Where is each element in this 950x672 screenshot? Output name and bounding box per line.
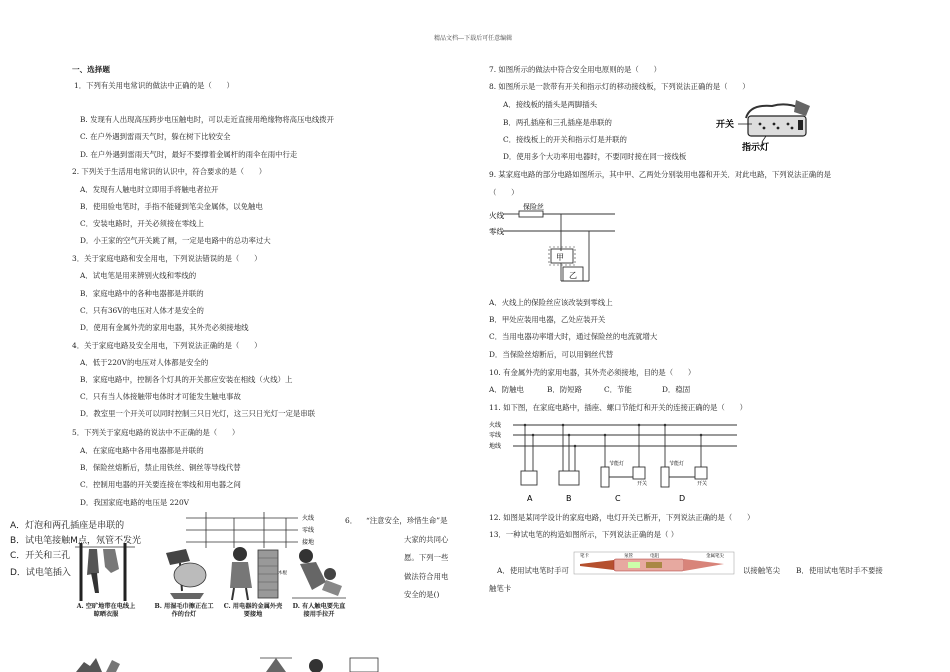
q6-number: 6． — [345, 516, 358, 525]
q10-stem: 10. 有金属外壳的家用电器，其外壳必须接地，目的是（ ） — [489, 368, 696, 377]
q11-fig-switch-c: 开关 — [637, 481, 648, 487]
section-title: 一、选择题 — [72, 65, 110, 74]
q8-option-c: C．接线板上的开关和指示灯是并联的 — [503, 135, 627, 144]
q1-option-d: D. 在户外遇到雷雨天气时，最好不要撑着金属杆的雨伞在雨中行走 — [80, 150, 298, 159]
q6-illustration-b — [156, 545, 214, 600]
q2-stem: 2. 下列关于生活用电常识的认识中，符合要求的是（ ） — [72, 167, 267, 176]
q5-option-c: C．控制用电器的开关要连接在零线和用电器之间 — [80, 480, 241, 489]
q10-option-b: B．防短路 — [547, 385, 582, 394]
q6-line-1: “注意安全，珍惜生命”是 — [366, 516, 448, 525]
q12-stem: 12. 如图是某同学设计的家庭电路，电灯开关已断开，下列说法正确的是（ ） — [489, 513, 755, 522]
overlay-line-d: D．试电笔插入 — [10, 568, 71, 578]
q13-pen-label-neon: 氖管 — [624, 554, 633, 559]
q11-fig-live: 火线 — [489, 422, 502, 429]
q6-wooden-stick-label: 木棍 — [278, 571, 287, 576]
q2-option-d: D．小王家的空气开关跳了闸，一定是电路中的总功率过大 — [80, 236, 271, 245]
q9-fig-yi: 乙 — [569, 271, 577, 280]
q9-fig-fuse: 保险丝 — [523, 203, 544, 211]
q11-fig-lamp-c: 节能灯 — [609, 461, 625, 467]
page-header: 精品文档---下载后可任意编辑 — [434, 35, 513, 42]
q13-pen-label-tip: 金属笔尖 — [706, 554, 724, 559]
q7-stem: 7. 如图所示的做法中符合安全用电原则的是（ ） — [489, 65, 661, 74]
q11-fig-switch-d: 开关 — [697, 481, 708, 487]
q3-option-c: C．只有36V的电压对人体才是安全的 — [80, 306, 204, 315]
q8-option-d: D．使用多个大功率用电器时，不要同时接在同一接线板 — [503, 152, 687, 161]
q6-caption-d: D. 有人触电要先直接用手拉开 — [292, 603, 346, 618]
q8-stem: 8. 如图所示是一款带有开关和指示灯的移动接线板，下列说法正确的是（ ） — [489, 82, 750, 91]
q6-caption-a: A. 空旷地带在电线上晾晒衣服 — [76, 603, 136, 618]
q6-line-3: 愿。下列一些 — [404, 553, 449, 562]
q8-power-strip-figure — [716, 98, 816, 152]
q13-stem: 13．一种试电笔的构造如图所示，下列说法正确的是（ ） — [489, 530, 679, 539]
q13-option-b: B．使用试电笔时手不要接 — [796, 566, 883, 575]
q8-option-a: A．接线板的插头是两脚插头 — [503, 100, 598, 109]
q5-stem: 5．下列关于家庭电路的说法中不正确的是（ ） — [72, 428, 240, 437]
q3-option-a: A．试电笔是用来辨别火线和零线的 — [80, 271, 197, 280]
q6-line-5: 安全的是() — [404, 590, 440, 599]
q3-option-d: D．使用有金属外壳的家用电器，其外壳必须接地线 — [80, 323, 249, 332]
q6-wire-ground: 接地 — [302, 539, 315, 546]
q6-wire-live: 火线 — [302, 515, 315, 522]
q11-fig-neutral: 零线 — [489, 432, 502, 439]
q13-pen-label-clip: 笔卡 — [580, 554, 589, 559]
q9-circuit-figure — [489, 203, 619, 289]
q8-fig-light-label: 指示灯 — [742, 143, 770, 153]
q11-fig-label-a: A — [527, 494, 533, 503]
q13-option-b-cont: 触笔卡 — [489, 584, 512, 593]
q5-option-a: A．在家庭电路中各用电器都是并联的 — [80, 446, 204, 455]
q8-option-b: B．两孔插座和三孔插座是串联的 — [503, 118, 612, 127]
q5-option-d: D．我国家庭电路的电压是 220V — [80, 498, 190, 507]
q9-option-b: B．甲处应装用电器，乙处应装开关 — [489, 315, 606, 324]
q3-stem: 3．关于家庭电路和安全用电，下列说法错误的是（ ） — [72, 254, 262, 263]
q10-option-a: A．防触电 — [489, 385, 524, 394]
q9-option-c: C．当用电器功率增大时，通过保险丝的电流就增大 — [489, 332, 658, 341]
q4-option-d: D．教室里一个开关可以同时控制三只日光灯，这三只日光灯一定是串联 — [80, 409, 316, 418]
q9-fig-live: 火线 — [489, 211, 504, 220]
q6-wire-neutral: 零线 — [302, 527, 315, 534]
q11-stem: 11. 如下图，在家庭电路中，插座、螺口节能灯和开关的连接正确的是（ ） — [489, 403, 747, 412]
overlay-line-c: C．开关和三孔 — [10, 551, 71, 561]
q4-option-c: C．只有当人体接触带电体时才可能发生触电事故 — [80, 392, 241, 401]
q5-option-b: B．保险丝熔断后，禁止用铁丝、铜丝等导线代替 — [80, 463, 241, 472]
q6-illustration-c — [222, 544, 287, 601]
q10-option-c: C．节能 — [604, 385, 632, 394]
q11-fig-lamp-d: 节能灯 — [669, 461, 685, 467]
q13-pen-label-resistor: 电阻 — [650, 554, 659, 559]
q6-illustration-a — [75, 543, 137, 603]
q11-fig-label-b: B — [566, 494, 572, 503]
overlay-line-b: B．试电笔接触M点，氖管不发光 — [10, 536, 141, 546]
q9-fig-jia: 甲 — [556, 253, 564, 262]
q4-stem: 4．关于家庭电路及安全用电，下列说法正确的是（ ） — [72, 341, 262, 350]
q9-option-a: A．火线上的保险丝应该改装到零线上 — [489, 298, 613, 307]
q9-option-d: D．当保险丝熔断后，可以用铜丝代替 — [489, 350, 614, 359]
q4-option-b: B．家庭电路中，控制各个灯具的开关都应安装在相线（火线）上 — [80, 375, 293, 384]
q9-stem: 9. 某家庭电路的部分电路如图所示，其中甲、乙两处分别装用电器和开关．对此电路，下列说法正确的是 — [489, 170, 831, 179]
q1-stem: 1．下列有关用电常识的做法中正确的是（ ） — [74, 81, 234, 90]
q6-illustration-d — [292, 546, 346, 600]
q4-option-a: A．低于220V的电压对人体都是安全的 — [80, 358, 209, 367]
q13-option-a: A．使用试电笔时手可 — [497, 566, 569, 575]
q2-option-c: C．安装电路时，开关必须接在零线上 — [80, 219, 204, 228]
q13-test-pen-figure — [574, 546, 736, 576]
q9-fig-neutral: 零线 — [489, 227, 504, 236]
q11-circuit-figure — [489, 419, 741, 505]
q1-option-c: C. 在户外遇到雷雨天气时，躲在树下比较安全 — [80, 132, 231, 141]
q11-fig-label-d: D — [679, 494, 686, 503]
q6-line-4: 做法符合用电 — [404, 572, 449, 581]
q3-option-b: B．家庭电路中的各种电器都是并联的 — [80, 289, 204, 298]
q11-fig-ground: 地线 — [489, 443, 502, 450]
q6-caption-b: B. 用湿毛巾擦正在工作的台灯 — [154, 603, 214, 618]
q11-fig-label-c: C — [615, 494, 621, 503]
q2-option-a: A．发现有人触电时立即用手将触电者拉开 — [80, 185, 219, 194]
q6-line-2: 大家的共同心 — [404, 535, 449, 544]
q2-option-b: B．使用验电笔时，手指不能碰到笔尖金属体，以免触电 — [80, 202, 263, 211]
q13-option-a-cont: 以接触笔尖 — [743, 566, 780, 575]
q7-illustrations-cutoff — [70, 650, 400, 672]
q9-stem-paren: （ ） — [489, 188, 519, 197]
q6-wire-figure — [186, 512, 336, 548]
overlay-line-a: A．灯泡和两孔插座是串联的 — [10, 521, 125, 531]
q1-option-b: B. 发现有人出现高压跨步电压触电时，可以走近直接用绝缘物将高压电线拨开 — [80, 115, 335, 124]
q6-caption-c: C. 用电器的金属外壳要接地 — [223, 603, 283, 618]
q10-option-d: D．稳固 — [662, 385, 691, 394]
q8-fig-switch-label: 开关 — [716, 120, 735, 130]
